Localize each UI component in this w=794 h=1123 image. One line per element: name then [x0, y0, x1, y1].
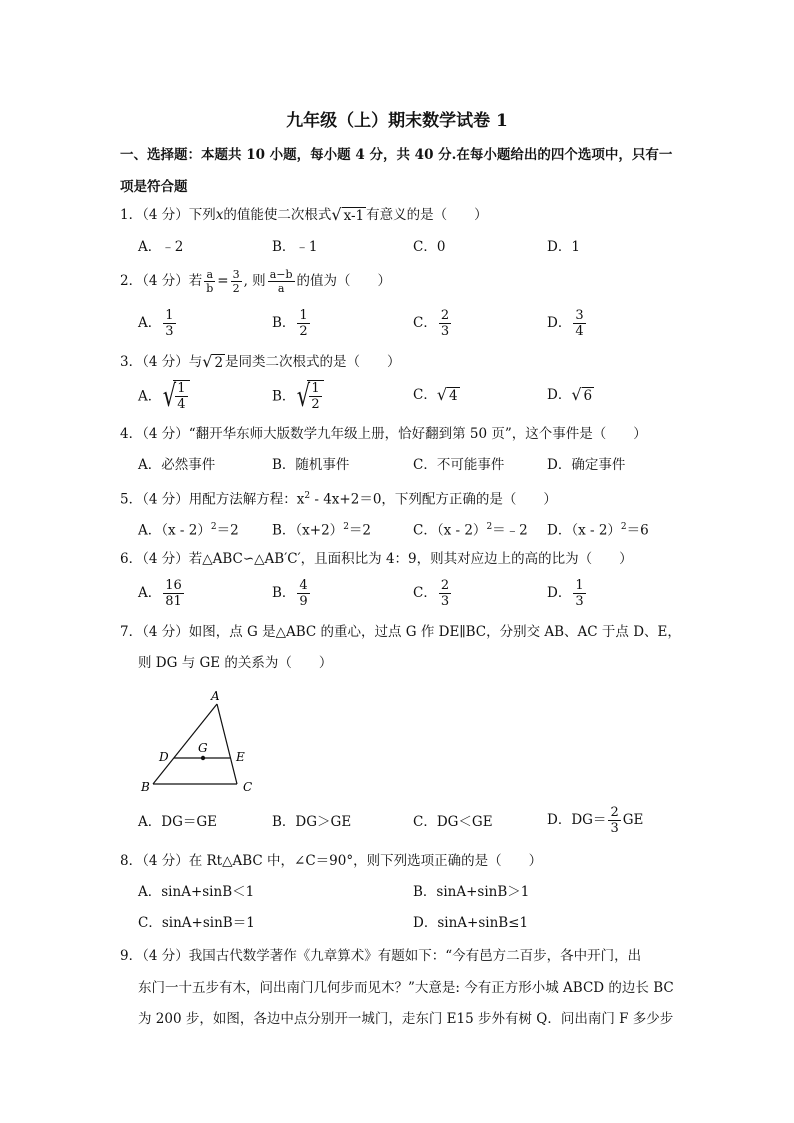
q3-option-b: B． √ $\frac{1}{2}$ — [272, 380, 324, 414]
question-3 — [120, 352, 401, 373]
question-6: 6．（4 分）若△ABC∽△AB′C′，且面积比为 4：9，则其对应边上的高的比为（ ） — [120, 551, 633, 567]
q3-prefix: 3．（4 分）与 — [120, 354, 203, 370]
q1-sqrt: √ x-1 — [331, 205, 365, 224]
point-g — [201, 756, 205, 760]
label-b: B — [141, 780, 150, 794]
q5-option-b: B．$(x+2)^2=2$ — [272, 522, 372, 539]
q7-option-d: D．DG＝ $\frac{2}{3}$ GE — [547, 805, 644, 836]
triangle-figure — [135, 686, 265, 798]
q1-option-a: A．﹣2 — [138, 239, 184, 255]
q2-option-a: A． $\frac{1}{3}$ — [138, 308, 174, 339]
q1-option-c: C．0 — [413, 239, 446, 255]
q1-radicand: x-1 — [343, 208, 365, 224]
q3-suffix: 是同类二次根式的是（ ） — [225, 354, 401, 370]
page-title: 九年级（上）期末数学试卷 1 — [286, 111, 508, 131]
q1-option-b: B．﹣1 — [272, 239, 318, 255]
q2-option-d: D． $\frac{3}{4}$ — [547, 308, 584, 339]
q6-option-c: C． $\frac{2}{3}$ — [413, 578, 450, 609]
q8-option-a: A．sinA+sinB＜1 — [138, 884, 255, 900]
q1-mid: 的值能使二次根式 — [223, 207, 332, 223]
question-1 — [120, 205, 488, 226]
question-7-line1: 7．（4 分）如图，点 G 是△ABC 的重心，过点 G 作 DE∥BC，分别交 AB、AC 于点 D、E， — [120, 624, 681, 640]
q3-option-c: C．√ 4 — [413, 385, 458, 404]
label-a: A — [211, 689, 220, 703]
question-2 — [120, 268, 391, 295]
q8-option-b: B．sinA+sinB＞1 — [413, 884, 530, 900]
q1-var: x — [215, 207, 224, 223]
question-9-line3: 为 200 步，如图，各边中点分别开一城门，走东门 E15 步外有树 Q．问出南门 F 多少步 — [138, 1011, 674, 1027]
q2-frac-ab: $\frac{a}{b}$ — [206, 268, 214, 295]
q4-option-a: A．必然事件 — [138, 457, 216, 473]
q1-prefix: 1．（4 分）下列 — [120, 207, 216, 223]
q2-mid: , 则 — [243, 273, 266, 289]
q8-option-d: D．sinA+sinB≤1 — [413, 915, 529, 931]
label-g: G — [198, 741, 208, 755]
question-7-line2: 则 DG 与 GE 的关系为（ ） — [138, 655, 333, 671]
q5-option-c: C．（x - 2）$^2$＝﹣2 — [413, 522, 528, 539]
q2-option-c: C． $\frac{2}{3}$ — [413, 308, 450, 339]
question-4: 4．（4 分）“翻开华东师大版数学九年级上册，恰好翻到第 50 页”，这个事件是（ ） — [120, 426, 647, 442]
q7-option-b: B．DG＞GE — [272, 814, 352, 830]
q3-sqrt2: √ 2 — [202, 352, 224, 371]
label-c: C — [243, 780, 253, 794]
q3-option-a: A． √ $\frac{1}{4}$ — [138, 380, 190, 414]
q4-option-c: C．不可能事件 — [413, 457, 505, 473]
label-d: D — [159, 750, 169, 764]
question-8: 8．（4 分）在 Rt△ABC 中，∠C＝90°，则下列选项正确的是（ ） — [120, 853, 543, 869]
side-ac — [217, 704, 237, 784]
question-5: 5．（4 分）用配方法解方程：$x^2 - 4x+2=0$，下列配方正确的是（ ） — [120, 491, 557, 508]
q4-option-b: B．随机事件 — [272, 457, 350, 473]
q3-option-d: D．√ 6 — [547, 385, 593, 404]
q2-eq: = — [217, 273, 229, 289]
question-9-line1: 9．（4 分）我国古代数学著作《九章算术》有题如下：“今有邑方二百步，各中开门，出 — [120, 948, 642, 964]
q7-option-c: C．DG＜GE — [413, 814, 493, 830]
q5-option-d: D．（x - 2）$^2$＝6 — [547, 522, 649, 539]
q2-frac-32: $\frac{3}{2}$ — [232, 268, 240, 295]
section-heading-line1: 一、选择题：本题共 10 小题，每小题 4 分，共 40 分.在每小题给出的四个选项中，只有一 — [120, 147, 673, 163]
q5-option-a: A．（x - 2）$^2$＝2 — [138, 522, 239, 539]
q8-option-c: C．sinA+sinB＝1 — [138, 915, 255, 931]
q2-option-b: B． $\frac{1}{2}$ — [272, 308, 308, 339]
q7-option-a: A．DG＝GE — [138, 814, 217, 830]
q1-option-d: D．1 — [547, 239, 580, 255]
q1-suffix: 有意义的是（ ） — [366, 207, 488, 223]
q6-option-d: D． $\frac{1}{3}$ — [547, 578, 584, 609]
q6-option-a: A． $\frac{16}{81}$ — [138, 578, 182, 609]
label-e: E — [236, 750, 245, 764]
q2-frac-target: $\frac{a-b}{a}$ — [269, 268, 293, 295]
q2-prefix: 2．（4 分）若 — [120, 273, 203, 289]
q4-option-d: D．确定事件 — [547, 457, 626, 473]
q6-option-b: B． $\frac{4}{9}$ — [272, 578, 308, 609]
question-9-line2: 东门一十五步有木，问出南门几何步而见木？”大意是: 今有正方形小城 ABCD 的边长 BC — [138, 980, 674, 996]
section-heading-line2: 项是符合题 — [120, 179, 188, 195]
q2-suffix: 的值为（ ） — [296, 273, 392, 289]
